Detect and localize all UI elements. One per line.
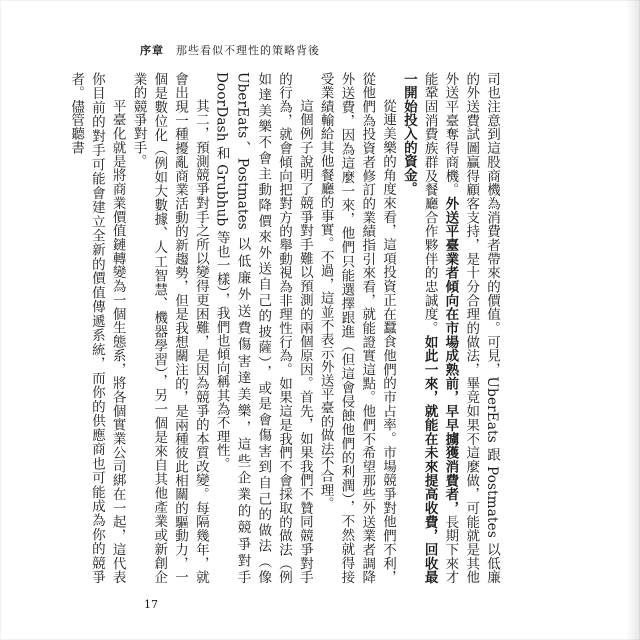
text-run: 司也注意到這股商機為消費者帶來的價值。可見，UberEats 跟 Postmates 以低廉的外送費試圖贏得顧客支持，是十分合理的做法，畢竟如果不這麼做，可能就是其他外送平臺奪得商機。: [442, 72, 500, 584]
bold-text-run: 外送平臺業者傾向在市場成熟前，早早擄獲消費者，: [442, 196, 459, 515]
chapter-label: 序章: [140, 44, 164, 57]
body-text: [68, 72, 502, 585]
text-run: 從連美樂的角度來看，這項投資正在蠶食他們的市占率。市場競爭對他們不利，從他們為投資者修訂的業績指引來看，就能證實這點。他們不希望那些外送業者調降外送費，因為這麼一來，他們只能選擇跟進（但這會侵蝕他們的利潤），不然就得接受業績輸給其他餐廳的事實。不過，這並不表示外送平臺的做法不合理。: [317, 72, 397, 584]
chapter-title: 那些看似不理性的策略背後: [176, 44, 320, 57]
text-run: 其二，預測競爭對手之所以變得更困難，是因為競爭的本質改變。每隔幾年，就會出現一種擾亂商業活動的新趨勢，但是我想關注的，是兩種彼此相關的驅動力，一個是數位化（例如大數據、人工智慧、機器學習），另一個是來自其他產業或新創企業的競爭對手。: [130, 72, 209, 584]
page-number: 17: [144, 598, 158, 611]
page-edge-shadow: [626, 0, 640, 640]
text-run: 長期下來才能鞏固消費族群及餐廳合作夥伴的忠誠度。: [421, 72, 459, 585]
text-run: 這個例子說明了競爭對手難以預測的兩個原因。首先，如果我們不贊同競爭對手的行為，就會傾向把對方的舉動視為非理性行為。如果這是我們不會採取的做法（例如達美樂不會主動降價來外送自己的披薩），或是會傷害到自己的做法（像 UberEats、Postmates 以低廉外送費傷害達美樂，這些企業的競爭對手 DoorDash 和 Grubhub 等也一樣），我們也傾向稱其為不理性。: [213, 72, 313, 584]
paragraph: [211, 72, 315, 584]
paragraph: [315, 72, 398, 584]
paragraph: [398, 72, 502, 584]
text-run: 平臺化就是將商業價值鏈轉變為一個生態系，將各個實業公司綁在一起，這代表你目前的對手可能會建立全新的價值傳遞系統，而你的供應商也可能成為你的競爭者。儘管聽書: [68, 72, 126, 584]
bold-text-run: 如此一來，就能在未來提高收費，回收最一開始投入的資金。: [400, 72, 438, 584]
paragraph: [128, 72, 211, 584]
running-header: [140, 40, 320, 60]
paragraph: [65, 72, 127, 584]
